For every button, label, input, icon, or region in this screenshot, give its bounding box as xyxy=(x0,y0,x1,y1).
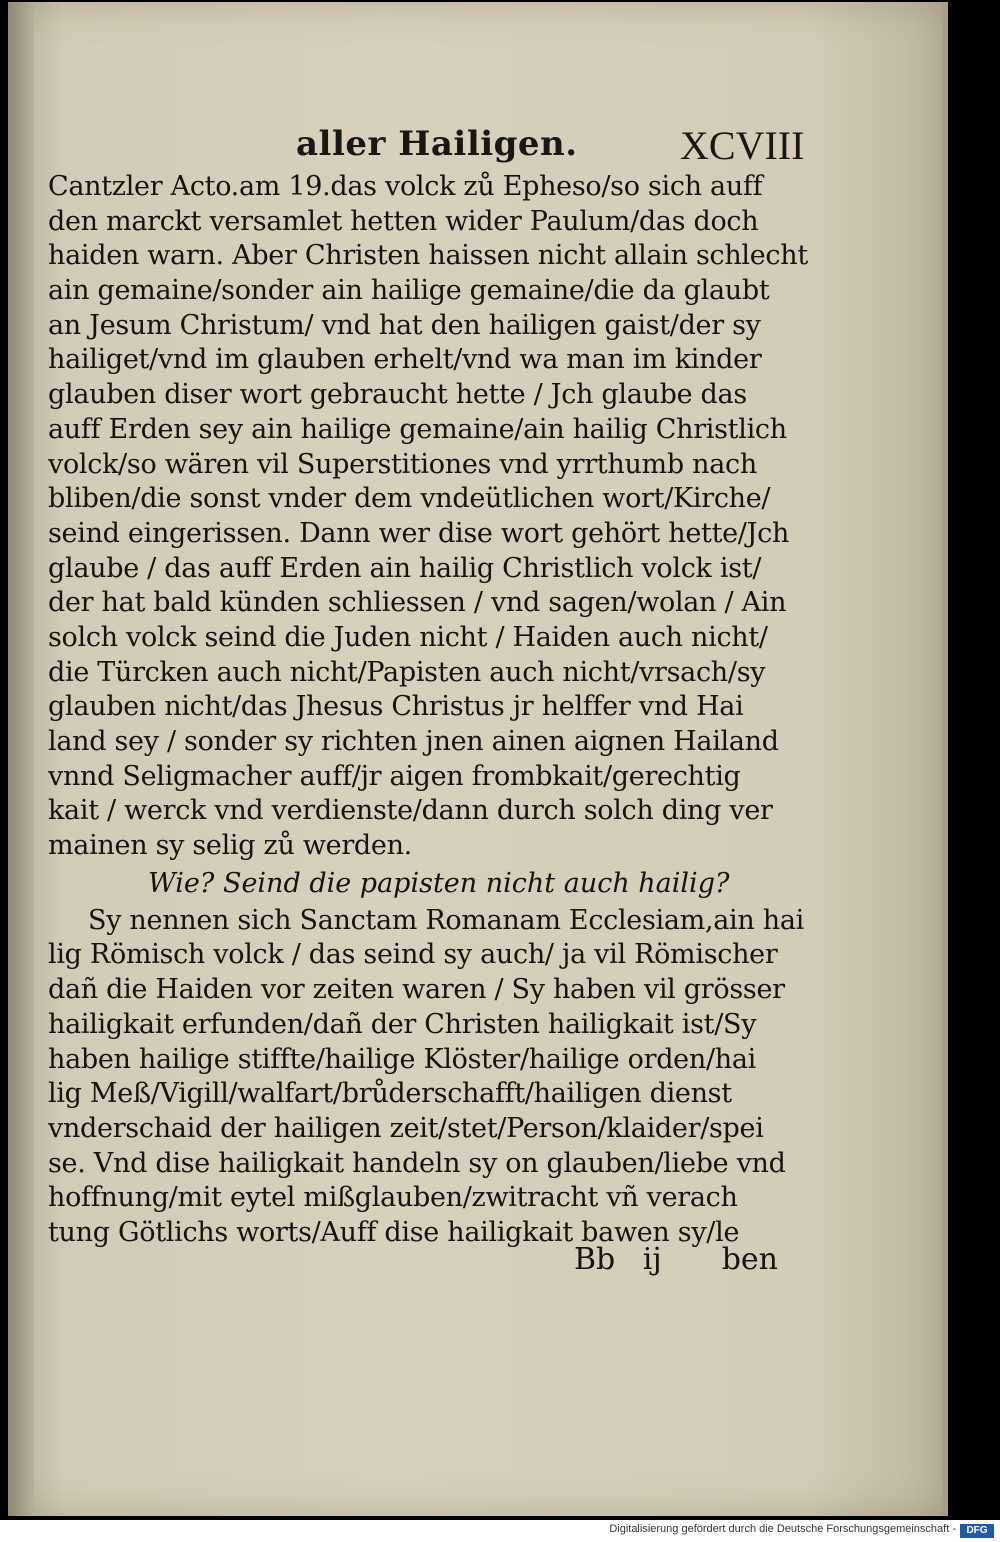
text-line: dañ die Haiden vor zeiten waren / Sy haben vil grösser xyxy=(48,974,785,1006)
text-line: haiden warn. Aber Christen haissen nicht allain schlecht xyxy=(48,240,808,272)
signature-mark: Bb ij xyxy=(574,1242,662,1277)
text-line: lig Römisch volck / das seind sy auch/ ja vil Römischer xyxy=(48,939,778,971)
text-line: mainen sy selig zů werden. xyxy=(48,830,412,862)
text-line: vnderschaid der hailigen zeit/stet/Person/klaider/spei xyxy=(48,1112,764,1144)
text-line: an Jesum Christum/ vnd hat den hailigen gaist/der sy xyxy=(48,309,761,341)
text-line: die Türcken auch nicht/Papisten auch nicht/vrsach/sy xyxy=(48,656,766,688)
page-gutter xyxy=(8,2,34,1516)
text-line: Sy nennen sich Sanctam Romanam Ecclesiam,ain hai xyxy=(88,904,804,936)
text-line: Cantzler Acto.am 19.das volck zů Epheso/so sich auff xyxy=(48,171,763,202)
section-heading: Wie? Seind die papisten nicht auch hailig? xyxy=(148,867,730,899)
text-line: se. Vnd dise hailigkait handeln sy on glauben/liebe vnd xyxy=(48,1147,786,1179)
footer-bar xyxy=(0,1520,1000,1542)
text-line: den marckt versamlet hetten wider Paulum/das doch xyxy=(48,205,759,237)
running-head: aller Hailigen. xyxy=(296,124,578,164)
funding-credit: Digitalisierung gefördert durch die Deutsche Forschungsgemeinschaft - xyxy=(609,1523,956,1535)
text-line: haben hailige stiffte/hailige Klöster/hailige orden/hai xyxy=(48,1043,756,1075)
text-line: glauben nicht/das Jhesus Christus jr helffer vnd Hai xyxy=(48,691,744,723)
text-line: volck/so wären vil Superstitiones vnd yrrthumb nach xyxy=(48,448,757,480)
text-line: auff Erden sey ain hailige gemaine/ain hailig Christlich xyxy=(48,413,787,445)
text-line: land sey / sonder sy richten jnen ainen aignen Hailand xyxy=(48,726,779,757)
text-line: bliben/die sonst vnder dem vndeütlichen wort/Kirche/ xyxy=(48,483,771,515)
text-line: kait / werck vnd verdienste/dann durch solch ding ver xyxy=(48,795,773,827)
text-line: hailiget/vnd im glauben erhelt/vnd wa man im kinder xyxy=(48,344,762,376)
text-line: vnnd Seligmacher auff/jr aigen frombkait/gerechtig xyxy=(48,760,741,792)
text-line: glauben diser wort gebraucht hette / Jch glaube das xyxy=(48,379,747,411)
catchword: ben xyxy=(721,1242,778,1277)
text-block xyxy=(48,170,828,1251)
text-line: ain gemaine/sonder ain hailige gemaine/die da glaubt xyxy=(48,275,770,307)
text-line: tung Götlichs worts/Auff dise hailigkait bawen sy/le xyxy=(48,1216,740,1248)
dfg-logo: DFG xyxy=(960,1524,994,1538)
page-edge xyxy=(942,2,948,1516)
folio-number: XCVIII xyxy=(680,123,805,168)
text-line: glaube / das auff Erden ain hailig Christlich volck ist/ xyxy=(48,552,762,584)
text-line: lig Meß/Vigill/walfart/brůderschafft/hailigen dienst xyxy=(48,1078,732,1110)
text-line: solch volck seind die Juden nicht / Haiden auch nicht/ xyxy=(48,621,768,653)
signature-line xyxy=(574,1242,778,1277)
text-line: hailigkait erfunden/dañ der Christen hailigkait ist/Sy xyxy=(48,1008,757,1040)
text-line: hoffnung/mit eytel mißglauben/zwitracht vñ verach xyxy=(48,1182,738,1214)
text-line: der hat bald künden schliessen / vnd sagen/wolan / Ain xyxy=(48,587,787,619)
book-page xyxy=(8,2,948,1516)
text-line: seind eingerissen. Dann wer dise wort gehört hette/Jch xyxy=(48,517,790,549)
